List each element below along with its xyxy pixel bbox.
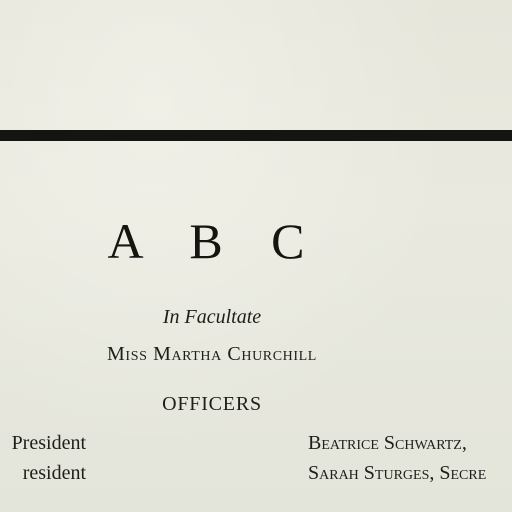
faculty-label: In Facultate [162, 306, 262, 328]
officer-title-left: resident [22, 462, 86, 484]
officer-name-right: Beatrice Schwartz, [308, 432, 467, 454]
officers-heading: OFFICERS [162, 393, 262, 415]
officer-name-right: Sarah Sturges, Secre [308, 462, 487, 484]
faculty-member-name: Miss Martha Churchill [107, 343, 317, 365]
officer-title-left: President [11, 432, 86, 454]
horizontal-rule [0, 130, 512, 141]
page-title: A B C [107, 213, 323, 269]
